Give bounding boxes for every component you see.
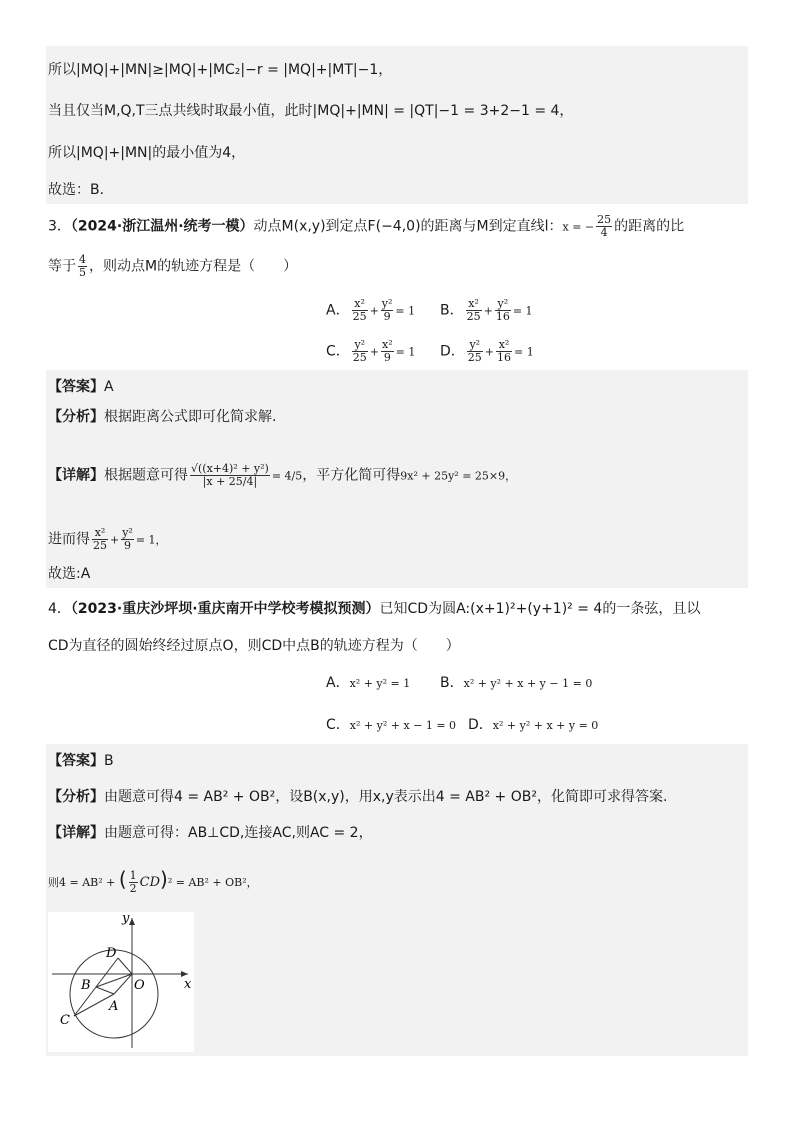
solution-line-1: 所以|MQ|+|MN|≥|MQ|+|MC₂|−r = |MQ|+|MT|−1， [48, 62, 393, 78]
label-y: y [122, 912, 130, 926]
option-b[interactable]: B． $\frac{\text{x²}}{25}$ + $\frac{\text{y²}}{16}$ = 1 [440, 297, 533, 323]
select-line: 故选:A [48, 566, 91, 582]
circle-figure [48, 912, 194, 1052]
question-number: 3． [48, 218, 71, 235]
label-c: C [60, 1013, 70, 1028]
segment-do [118, 958, 132, 974]
label-a: A [109, 999, 119, 1014]
label-o: O [134, 978, 145, 993]
option-c[interactable]: C． $\frac{\text{y²}}{25}$ + $\frac{\text{x²}}{9}$ = 1 [326, 338, 416, 364]
option-b[interactable]: B．x² + y² + x + y − 1 = 0 [440, 675, 593, 691]
question-source: （2024·浙江温州·统考一模） [70, 218, 254, 235]
detail-line: 【详解】根据题意可得 $\frac{\text{√((x+4)² + y²)}}{|x + 25/4|}$ = 4/5，平方化简可得9x² + 25y² = 25×9， [48, 462, 517, 488]
segment-ba [96, 987, 114, 994]
segment-ca [74, 994, 114, 1016]
figure-svg [48, 912, 194, 1052]
question-number: 4． [48, 601, 71, 617]
fraction: $\frac{25}{4}$ [597, 213, 612, 239]
label-d: D [106, 946, 117, 961]
label-b: B [81, 978, 91, 993]
question-source: （2023·重庆沙坪坝·重庆南开中学校考模拟预测） [70, 601, 380, 617]
detail-line: 【详解】由题意可得：AB⊥CD,连接AC,则AC = 2， [48, 825, 373, 841]
analysis-line: 【分析】根据距离公式即可化简求解. [48, 409, 277, 425]
question-3-stem-line-2: 等于 $\frac{4}{5}$ ，则动点M的轨迹方程是（ ） [48, 253, 298, 279]
answer-line: 【答案】A [48, 379, 114, 395]
solution-line-4: 故选：B. [48, 182, 105, 198]
fraction: $\frac{4}{5}$ [79, 253, 86, 279]
solution-line-3: 所以|MQ|+|MN|的最小值为4， [48, 145, 246, 161]
option-a[interactable]: A． $\frac{\text{x²}}{25}$ + $\frac{\text{y²}}{9}$ = 1 [326, 297, 416, 323]
result-line: 则4 = AB² + ( $\frac{1}{2}$ CD)² = AB² + OB²， [48, 867, 258, 895]
question-4-stem-line-1: 4．（2023·重庆沙坪坝·重庆南开中学校考模拟预测）已知CD为圆A:(x+1)²+(y+1)² = 4的一条弦，且以 [48, 601, 701, 617]
result-line: 进而得 $\frac{\text{x²}}{25}$ + $\frac{\text{y²}}{9}$ = 1， [48, 526, 167, 552]
option-d[interactable]: D． $\frac{\text{y²}}{25}$ + $\frac{\text{x²}}{16}$ = 1 [440, 338, 534, 364]
question-4-stem-line-2: CD为直径的圆始终经过原点O，则CD中点B的轨迹方程为（ ） [48, 638, 460, 654]
question-3-stem-line-1: 3．（2024·浙江温州·统考一模）动点M(x,y)到定点F(−4,0)的距离与M到定直线l：x = − $\frac{25}{4}$ 的距离的比 [48, 213, 685, 239]
fraction: $\frac{\text{√((x+4)² + y²)}}{|x + 25/4|}$ [191, 462, 269, 488]
solution-line-2: 当且仅当M,Q,T三点共线时取最小值，此时|MQ|+|MN| = |QT|−1 = 3+2−1 = 4， [48, 103, 574, 119]
analysis-line: 【分析】由题意可得4 = AB² + OB²，设B(x,y)，用x,y表示出4 = AB² + OB²，化简即可求得答案. [48, 789, 668, 805]
answer-line: 【答案】B [48, 753, 114, 769]
y-axis-arrow [129, 918, 135, 925]
label-x: x [184, 977, 192, 992]
option-c[interactable]: C．x² + y² + x − 1 = 0 [326, 717, 457, 733]
option-d[interactable]: D．x² + y² + x + y = 0 [468, 717, 599, 733]
option-a[interactable]: A．x² + y² = 1 [326, 675, 411, 691]
